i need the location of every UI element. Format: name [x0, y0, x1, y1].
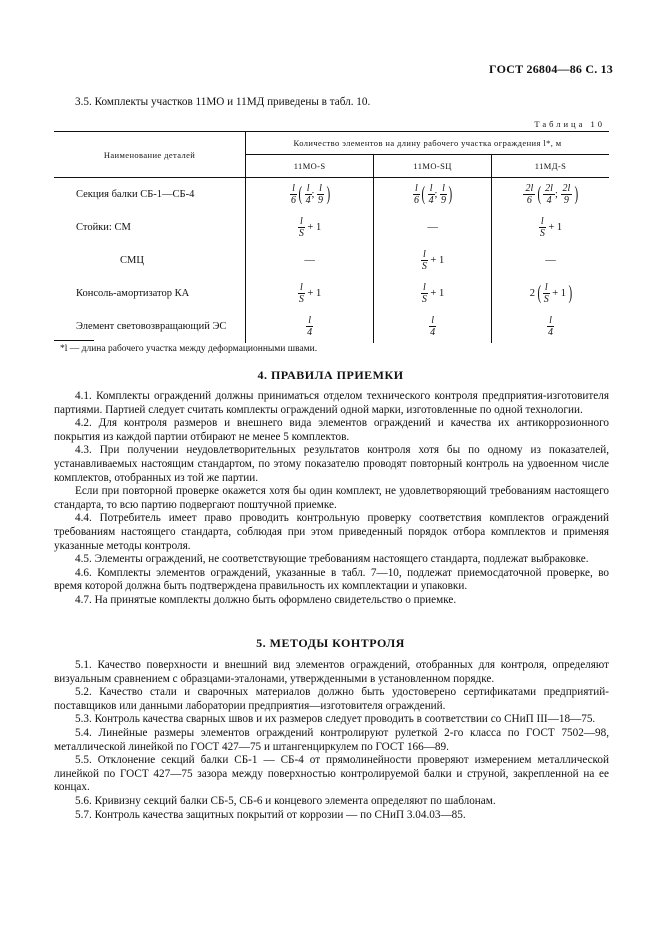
section-5-title: 5. МЕТОДЫ КОНТРОЛЯ [256, 636, 405, 650]
paragraph: 5.1. Качество поверхности и внешний вид элементов ограждений, отобранных для контроля, определяют визуальным сравнением с образцами-эталонами, утвержденными в установленном порядке. [54, 659, 609, 685]
table-row [54, 310, 609, 343]
cell-formula: 2 ( $\frac{l}{S}$ + 1 ) [492, 277, 609, 310]
table-row [54, 211, 609, 244]
cell-formula: $\frac{l}{6}$ ( $\frac{l}{4}$ ; $\frac{l}{9}$ ) [374, 178, 492, 212]
row-label: Стойки: СМ [76, 222, 131, 233]
column-header-group: Количество элементов на длину рабочего участка ограждения l*, м [246, 132, 609, 155]
row-label: СМЦ [120, 255, 144, 266]
row-label: Секция балки СБ-1—СБ-4 [76, 189, 195, 200]
table-row [54, 244, 609, 277]
row-label: Консоль-амортизатор КА [76, 288, 190, 299]
cell-formula: $\frac{l}{S}$ + 1 [246, 277, 374, 310]
section-5-body [54, 659, 609, 822]
page-header: ГОСТ 26804—86 С. 13 [489, 62, 613, 76]
paragraph: 4.1. Комплекты ограждений должны приниматься отделом технического контроля предприятия-изготовителя партиями. Партией следует считать комплекты ограждений одной марки, изготовленные по одной технологии. [54, 390, 609, 416]
paragraph: 4.7. На принятые комплекты должно быть оформлено свидетельство о приемке. [75, 593, 457, 606]
cell-formula: $\frac{l}{S}$ + 1 [374, 244, 492, 277]
paragraph: 5.3. Контроль качества сварных швов и их размеров следует проводить в соответствии со СНиП III—18—75. [75, 713, 596, 726]
paragraph: Если при повторной проверке окажется хотя бы один комплект, не удовлетворяющий требованиям настоящего стандарта, то всю партию подвергают поштучной приемке. [54, 485, 609, 511]
row-label: Элемент световозвращающий ЭС [76, 321, 227, 332]
section-4-body [54, 390, 609, 608]
intro-paragraph: 3.5. Комплекты участков 11МО и 11МД приведены в табл. 10. [75, 96, 371, 108]
cell-formula: $\frac{l}{S}$ + 1 [246, 211, 374, 244]
cell-dash: — [492, 244, 609, 277]
cell-formula: $\frac{2l}{6}$ ( $\frac{2l}{4}$ ; $\frac{2l}{9}$ ) [492, 178, 609, 212]
cell-formula: $\frac{l}{4}$ [492, 310, 609, 343]
paragraph: 4.6. Комплекты элементов ограждений, указанные в табл. 7—10, подлежат приемосдаточной проверке, во время которой должна быть подтверждена правильность их комплектации и упаковки. [54, 566, 609, 593]
table-row [54, 277, 609, 310]
paragraph: 5.2. Качество стали и сварочных материалов должно быть удостоверено сертификатами предприятий-поставщиков или данными лаборатории предприятия—изготовителя ограждений. [54, 686, 609, 712]
cell-dash: — [374, 211, 492, 244]
cell-dash: — [246, 244, 374, 277]
column-header-11mo-sc: 11МО-SЦ [374, 155, 492, 178]
cell-formula: $\frac{l}{4}$ [246, 310, 374, 343]
paragraph: 5.4. Линейные размеры элементов ограждений контролируют рулеткой 2-го класса по ГОСТ 7502—98, металлической линейкой по ГОСТ 427—75 и штангенциркулем по ГОСТ 166—89. [54, 726, 609, 753]
paragraph: 4.3. При получении неудовлетворительных результатов контроля хотя бы по одному из показателей, устанавливаемых настоящим стандартом, по этому показателю проводят повторный контроль на удвоенном числе комплектов, отобранных из той же партии. [54, 444, 609, 484]
footnote-divider [54, 340, 94, 341]
column-header-name: Наименование деталей [54, 132, 246, 178]
table-caption: Таблица 10 [534, 119, 605, 129]
section-4-title: 4. ПРАВИЛА ПРИЕМКИ [257, 368, 404, 382]
paragraph: 5.6. Кривизну секций балки СБ-5, СБ-6 и концевого элемента определяют по шаблонам. [75, 794, 496, 807]
paragraph: 5.5. Отклонение секций балки СБ-1 — СБ-4 от прямолинейности проверяют измерением металлической линейкой по ГОСТ 427—75 зазора между поверхностью контролируемой балки и струной, закрепленной на ее концах. [54, 754, 609, 794]
paragraph: 5.7. Контроль качества защитных покрытий от коррозии — по СНиП 3.04.03—85. [75, 808, 466, 821]
footnote: *l — длина рабочего участка между деформационными швами. [60, 344, 318, 354]
cell-formula: $\frac{l}{S}$ + 1 [492, 211, 609, 244]
cell-formula: $\frac{l}{S}$ + 1 [374, 277, 492, 310]
paragraph: 4.5. Элементы ограждений, не соответствующие требованиям настоящего стандарта, подлежат выбраковке. [75, 553, 589, 566]
kit-table [54, 131, 609, 343]
paragraph: 4.4. Потребитель имеет право проводить контрольную проверку соответствия комплектов ограждений требованиям настоящего стандарта, соблюдая при этом приведенный порядок отбора комплектов и применяя указанные методы контроля. [54, 512, 609, 552]
column-header-11md-s: 11МД-S [492, 155, 609, 178]
paragraph: 4.2. Для контроля размеров и внешнего вида элементов ограждений и качества их антикоррозионного покрытия из каждой партии отбирают не менее 5 комплектов. [54, 417, 609, 443]
column-header-11mo-s: 11МО-S [246, 155, 374, 178]
table-row [54, 178, 609, 212]
cell-formula: $\frac{l}{4}$ [374, 310, 492, 343]
cell-formula: $\frac{l}{6}$ ( $\frac{l}{4}$ ; $\frac{l}{9}$ ) [246, 178, 374, 212]
